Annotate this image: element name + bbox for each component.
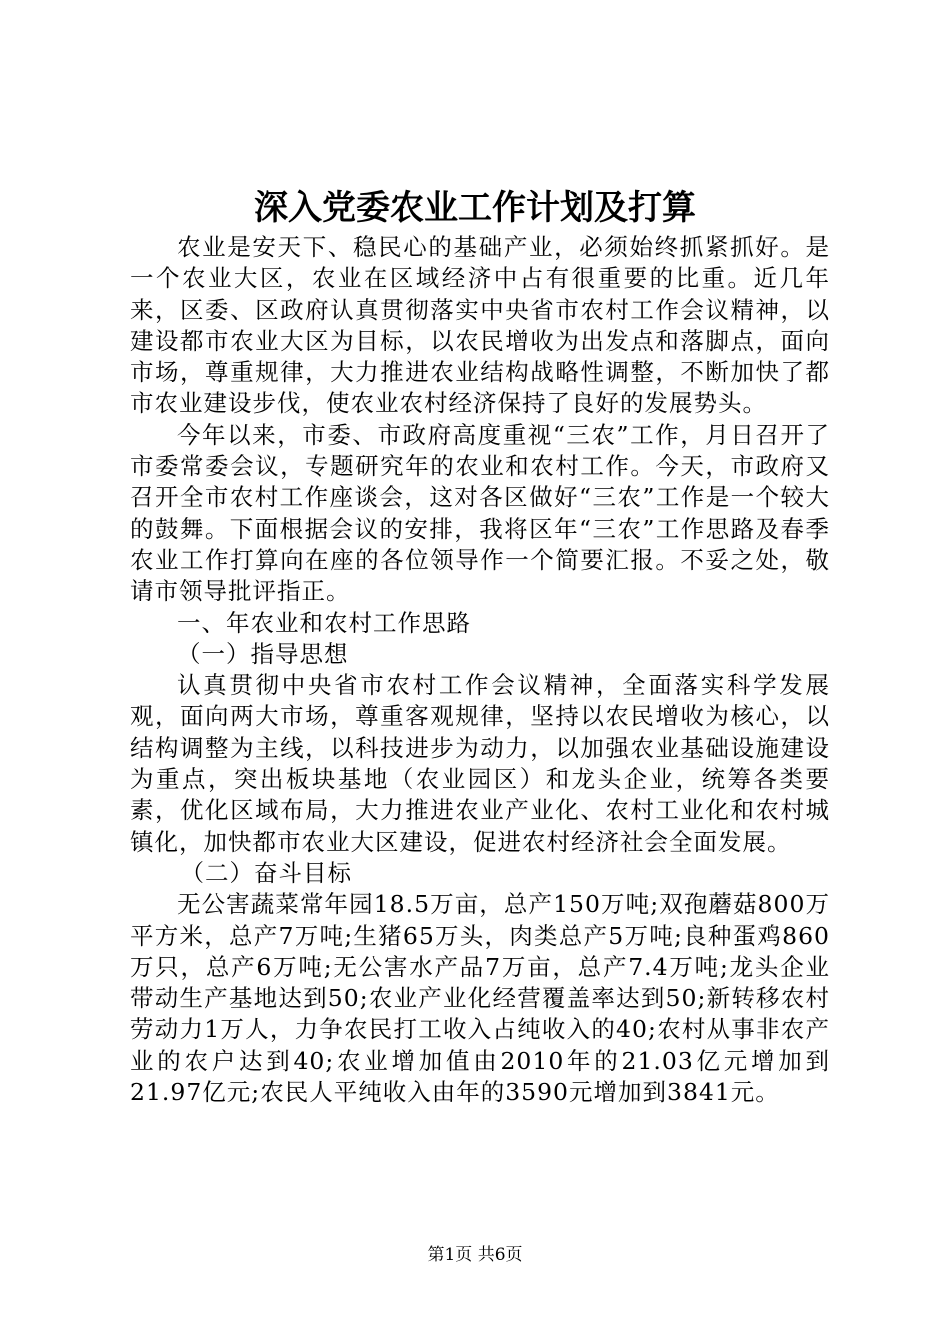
subheading-goals: （二）奋斗目标 [180, 858, 353, 887]
guiding-ideology-paragraph: 认真贯彻中央省市农村工作会议精神，全面落实科学发展观，面向两大市场，尊重客观规律，坚持以农民增收为核心，以结构调整为主线，以科技进步为动力，以加强农业基础设施建设为重点，突出板块基地（农业园区）和龙头企业，统筹各类要素，优化区域布局，大力推进农业产业化、农村工业化和农村城镇化，加快都市农业大区建设，促进农村经济社会全面发展。 [130, 671, 830, 856]
subheading-guiding-ideology: （一）指导思想 [177, 639, 349, 668]
intro-paragraph: 农业是安天下、稳民心的基础产业，必须始终抓紧抓好。是一个农业大区，农业在区域经济中占有很重要的比重。近几年来，区委、区政府认真贯彻落实中央省市农村工作会议精神，以建设都市农业大区为目标，以农民增收为出发点和落脚点，面向市场，尊重规律，大力推进农业结构战略性调整，不断加快了都市农业建设步伐，使农业农村经济保持了良好的发展势头。 [130, 233, 830, 418]
document-title: 深入党委农业工作计划及打算 [254, 188, 696, 228]
context-paragraph: 今年以来，市委、市政府高度重视“三农”工作，月日召开了市委常委会议，专题研究年的农业和农村工作。今天，市政府又召开全市农村工作座谈会，这对各区做好“三农”工作是一个较大的鼓舞。下面根据会议的安排，我将区年“三农”工作思路及春季农业工作打算向在座的各位领导作一个简要汇报。不妥之处，敬请市领导批评指正。 [130, 420, 830, 606]
document-body [130, 232, 830, 1108]
section-heading-work-approach: 一、年农业和农村工作思路 [177, 608, 471, 637]
goals-paragraph: 无公害蔬菜常年园18.5万亩，总产150万吨;双孢蘑菇800万平方米，总产7万吨;生猪65万头，肉类总产5万吨;良种蛋鸡860万只，总产6万吨;无公害水产品7万亩，总产7.4万吨;龙头企业带动生产基地达到50;农业产业化经营覆盖率达到50;新转移农村劳动力1万人，力争农民打工收入占纯收入的40;农村从事非农产业的农户达到40;农业增加值由2010年的21.03亿元增加到21.97亿元;农民人平纯收入由年的3590元增加到3841元。 [130, 890, 830, 1107]
page-number-footer: 第1页 共6页 [427, 1245, 523, 1265]
